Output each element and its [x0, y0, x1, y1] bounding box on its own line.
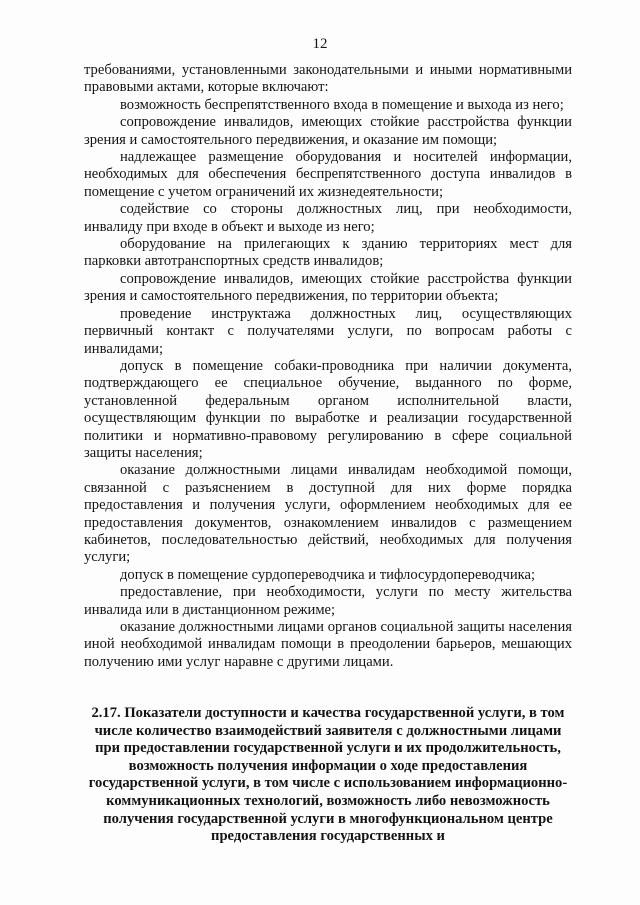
paragraph: возможность беспрепятственного входа в помещение и выхода из него;: [120, 96, 564, 113]
paragraph: оказание должностными лицами органов социальной защиты населения иной необходимой инвалидам помощи в преодолении барьеров, мешающих получению ими услуг наравне с другими лицами.: [84, 619, 572, 670]
paragraph: оказание должностными лицами инвалидам необходимой помощи, связанной с разъяснением в доступной для них форме порядка предоставления и получения услуги, оформлением необходимых для ее предоставления документов, ознакомлением инвалидов с размещением кабинетов, последовательностью действий, необходимых для получения услуги;: [84, 462, 572, 566]
page-number: 12: [312, 36, 328, 52]
paragraph: надлежащее размещение оборудования и носителей информации, необходимых для обеспечения беспрепятственного доступа инвалидов в помещение с учетом ограничений их жизнедеятельности;: [84, 149, 572, 200]
paragraph: содействие со стороны должностных лиц, при необходимости, инвалиду при входе в объект и выходе из него;: [84, 201, 572, 235]
body-text: [84, 62, 572, 671]
paragraph: допуск в помещение сурдопереводчика и тифлосурдопереводчика;: [120, 566, 536, 583]
paragraph: допуск в помещение собаки-проводника при наличии документа, подтверждающего ее специальное обучение, выданного по форме, установленной федеральным органом исполнительной власти, осуществляющим функции по выработке и реализации государственной политики и нормативно-правовому регулированию в сфере социальной защиты населения;: [84, 357, 572, 461]
paragraph: требованиями, установленными законодательными и иными нормативными правовыми актами, которые включают:: [84, 62, 572, 96]
paragraph: оборудование на прилегающих к зданию территориях мест для парковки автотранспортных средств инвалидов;: [84, 236, 572, 270]
section-heading: 2.17. Показатели доступности и качества государственной услуги, в том числе количество взаимодействий заявителя с должностными лицами при предоставлении государственной услуги и их продолжительность, возможность получения информации о ходе предоставления государственной услуги, в том числе с использованием информационно-коммуникационных технологий, возможность либо невозможность получения государственной услуги в многофункциональном центре предоставления государственных и: [88, 705, 568, 845]
paragraph: предоставление, при необходимости, услуги по месту жительства инвалида или в дистанционном режиме;: [84, 584, 572, 618]
paragraph: сопровождение инвалидов, имеющих стойкие расстройства функции зрения и самостоятельного передвижения, по территории объекта;: [84, 270, 572, 305]
paragraph: сопровождение инвалидов, имеющих стойкие расстройства функции зрения и самостоятельного передвижения, и оказание им помощи;: [84, 114, 572, 148]
paragraph: проведение инструктажа должностных лиц, осуществляющих первичный контакт с получателями услуги, по вопросам работы с инвалидами;: [84, 305, 572, 357]
